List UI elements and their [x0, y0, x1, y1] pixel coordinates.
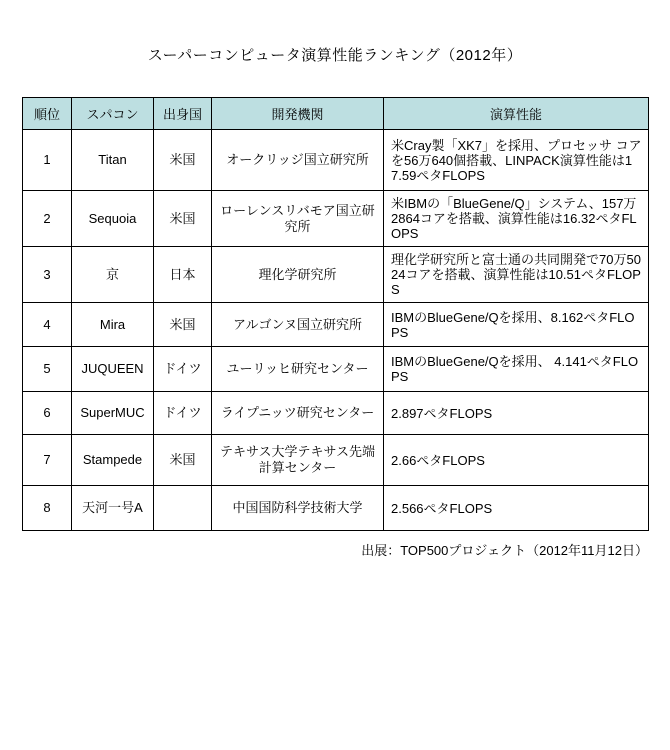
- performance-cell: 2.566ペタFLOPS: [384, 486, 649, 531]
- supercomputer-cell: 京: [72, 247, 154, 303]
- country-cell: ドイツ: [154, 392, 212, 435]
- rank-cell: 6: [23, 392, 72, 435]
- performance-cell: 2.66ペタFLOPS: [384, 435, 649, 486]
- country-cell: 日本: [154, 247, 212, 303]
- organization-cell: ユーリッヒ研究センター: [212, 347, 384, 392]
- table-row: [23, 303, 649, 347]
- performance-cell: 2.897ペタFLOPS: [384, 392, 649, 435]
- organization-cell: アルゴンヌ国立研究所: [212, 303, 384, 347]
- organization-cell: オークリッジ国立研究所: [212, 130, 384, 191]
- organization-cell: テキサス大学テキサス先端計算センター: [212, 435, 384, 486]
- ranking-table: [22, 97, 649, 531]
- column-header-organization: 開発機関: [212, 98, 384, 130]
- page-title: スーパーコンピュータ演算性能ランキング（2012年）: [147, 47, 523, 64]
- supercomputer-cell: Mira: [72, 303, 154, 347]
- rank-cell: 5: [23, 347, 72, 392]
- table-row: [23, 130, 649, 191]
- column-header-supercomputer: スパコン: [72, 98, 154, 130]
- supercomputer-cell: Sequoia: [72, 191, 154, 247]
- table-row: [23, 435, 649, 486]
- rank-cell: 4: [23, 303, 72, 347]
- supercomputer-cell: JUQUEEN: [72, 347, 154, 392]
- source-credit: 出展：TOP500プロジェクト（2012年11月12日）: [361, 543, 648, 558]
- organization-cell: ローレンスリバモア国立研究所: [212, 191, 384, 247]
- column-header-country: 出身国: [154, 98, 212, 130]
- organization-cell: ライプニッツ研究センター: [212, 392, 384, 435]
- rank-cell: 2: [23, 191, 72, 247]
- country-cell: ドイツ: [154, 347, 212, 392]
- table-row: [23, 247, 649, 303]
- performance-cell: IBMのBlueGene/Qを採用、8.162ペタFLOPS: [384, 303, 649, 347]
- performance-cell: 米Cray製「XK7」を採用、プロセッサ コアを56万640個搭載、LINPACK演算性能は17.59ペタFLOPS: [384, 130, 649, 191]
- table-row: [23, 191, 649, 247]
- organization-cell: 中国国防科学技術大学: [212, 486, 384, 531]
- table-body: [23, 130, 649, 531]
- rank-cell: 1: [23, 130, 72, 191]
- table-row: [23, 486, 649, 531]
- country-cell: 米国: [154, 303, 212, 347]
- column-header-rank: 順位: [23, 98, 72, 130]
- rank-cell: 8: [23, 486, 72, 531]
- supercomputer-cell: Titan: [72, 130, 154, 191]
- country-cell: 米国: [154, 191, 212, 247]
- country-cell: 米国: [154, 435, 212, 486]
- column-header-performance: 演算性能: [384, 98, 649, 130]
- performance-cell: IBMのBlueGene/Qを採用、 4.141ペタFLOPS: [384, 347, 649, 392]
- supercomputer-cell: Stampede: [72, 435, 154, 486]
- organization-cell: 理化学研究所: [212, 247, 384, 303]
- rank-cell: 3: [23, 247, 72, 303]
- performance-cell: 理化学研究所と富士通の共同開発で70万5024コアを搭載、演算性能は10.51ペタFLOPS: [384, 247, 649, 303]
- table-row: [23, 392, 649, 435]
- table-header-row: [23, 98, 649, 130]
- supercomputer-cell: SuperMUC: [72, 392, 154, 435]
- performance-cell: 米IBMの「BlueGene/Q」システム、157万2864コアを搭載、演算性能は16.32ペタFLOPS: [384, 191, 649, 247]
- table-row: [23, 347, 649, 392]
- country-cell: 米国: [154, 130, 212, 191]
- rank-cell: 7: [23, 435, 72, 486]
- supercomputer-cell: 天河一号A: [72, 486, 154, 531]
- country-cell: [154, 486, 212, 531]
